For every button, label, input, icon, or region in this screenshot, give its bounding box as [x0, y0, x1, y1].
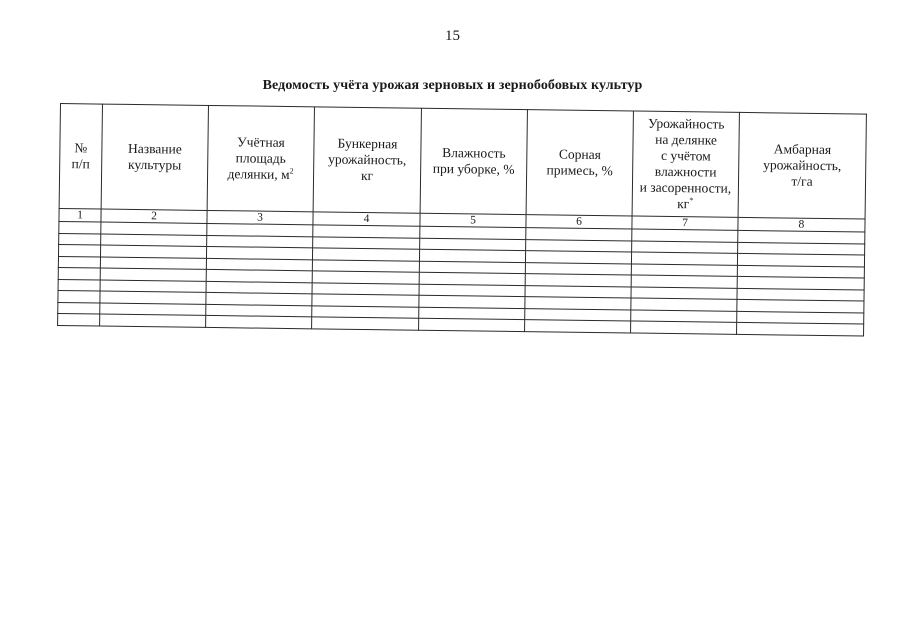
header-line: урожайность,	[328, 151, 407, 168]
header-col-bunker	[313, 107, 421, 213]
table-cell	[631, 321, 737, 334]
table-cell	[58, 302, 100, 314]
column-number-cell: 5	[420, 213, 526, 227]
header-line: площадь	[235, 150, 286, 166]
header-row	[59, 104, 866, 220]
header-line: при уборке, %	[432, 160, 515, 177]
column-number-cell: 1	[59, 208, 101, 222]
table-cell	[59, 233, 101, 245]
column-number-cell: 2	[101, 209, 207, 223]
header-col-crop	[101, 104, 208, 210]
header-superscript: *	[689, 195, 694, 205]
header-line: культуры	[127, 156, 182, 173]
table-cell	[58, 313, 100, 325]
document-title: Ведомость учёта урожая зерновых и зернобобовых культур	[262, 78, 643, 93]
column-number-cell: 6	[526, 215, 632, 229]
header-line: №	[74, 140, 88, 156]
column-number-cell: 3	[207, 210, 313, 224]
header-line: Название	[127, 140, 182, 157]
header-col-weed	[526, 110, 633, 216]
header-line: Бункерная	[337, 135, 398, 152]
table-container	[57, 103, 866, 336]
header-line: влажности	[654, 163, 717, 180]
header-col-moisture	[420, 108, 527, 214]
header-col-barn	[738, 112, 866, 219]
header-line: п/п	[71, 156, 90, 172]
column-number-cell: 8	[738, 217, 865, 232]
header-superscript: 2	[289, 166, 294, 176]
table-cell	[206, 315, 312, 328]
header-line: Урожайность	[647, 115, 725, 132]
table-cell	[58, 256, 100, 268]
header-line: Учётная	[237, 134, 285, 150]
table-cell	[419, 318, 525, 331]
harvest-table	[57, 103, 867, 336]
column-number-cell: 4	[313, 212, 420, 226]
header-line: Амбарная	[773, 141, 832, 158]
table-cell	[312, 317, 419, 330]
header-line: с учётом	[660, 147, 711, 164]
header-col-no	[59, 104, 102, 210]
table-cell	[58, 290, 100, 302]
table-cell	[58, 267, 100, 279]
header-line: на делянке	[655, 131, 718, 148]
header-line: Сорная	[558, 146, 601, 163]
table-cell	[58, 244, 100, 256]
header-line: примесь, %	[546, 162, 613, 179]
table-cell	[59, 221, 101, 233]
header-line: кг	[360, 167, 374, 184]
table-cell	[58, 279, 100, 291]
header-line: т/га	[791, 173, 813, 189]
table-cell	[525, 320, 631, 333]
header-col-yield-plot	[632, 111, 739, 217]
header-line: кг	[677, 196, 690, 212]
page-number: 15	[445, 28, 460, 44]
column-number-cell: 7	[632, 216, 738, 230]
table-cell	[100, 314, 206, 327]
header-line: урожайность,	[763, 157, 842, 174]
header-line: и засоренности,	[639, 179, 732, 196]
header-line: делянки, м	[227, 166, 290, 183]
table-cell	[737, 322, 864, 335]
header-col-area	[207, 105, 314, 211]
header-line: Влажность	[442, 145, 506, 161]
